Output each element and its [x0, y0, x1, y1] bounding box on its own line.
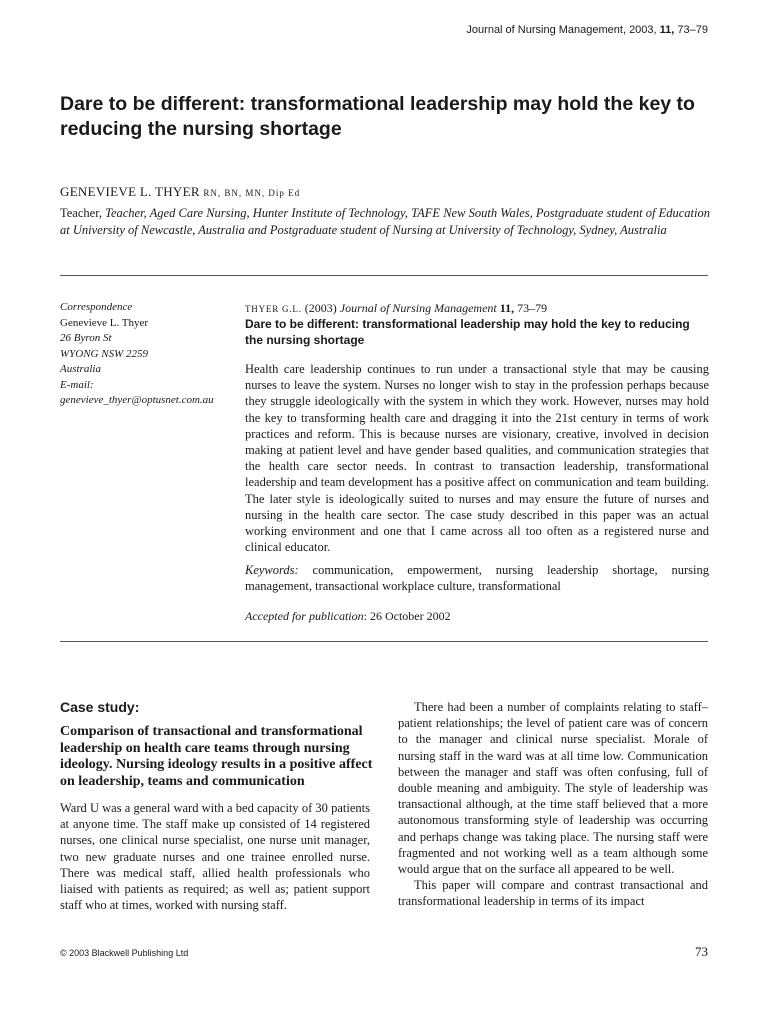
- running-head: [466, 24, 708, 36]
- correspondence-street: 26 Byron St: [60, 332, 112, 344]
- abstract-text: Health care leadership continues to run under a transactional style that may be causing nurses to leave the system. Nurses no longer wish to stay in the profession perhaps because they struggle ideologically with the system in which they work. However, nurses may hold the key to transforming health care and dragging it into the 21st century in terms of work practices and reform. This is because nurses are visionary, creative, involved in decision making at patient level and have gender based qualities, and communication strategies that the health care sector needs. In contrast to transaction leadership, transformational leadership and team development has a positive affect on communication and team building. The later style is ideologically suited to nurses and may ensure the future of nurses and nursing in the health care sector. The case study described in this paper was an actual working environment and one that I came across all too often as a registered nurse and clinical educator.: [245, 362, 709, 555]
- right-column-body: [398, 699, 708, 910]
- citation-authors: THYER G.L.: [245, 304, 302, 314]
- case-study-subheading: Comparison of transactional and transformational leadership on health care teams through nursing ideology. Nursing ideology results in a positive affect on leadership, teams and communication: [60, 724, 373, 789]
- author-line: [60, 184, 300, 200]
- correspondence-block: [60, 300, 240, 409]
- article-title: Dare to be different: transformational leadership may hold the key to reducing the nursing shortage: [60, 93, 695, 140]
- author-affiliation: [60, 205, 710, 238]
- citation-line: [245, 300, 710, 317]
- keywords-text: communication, empowerment, nursing leadership shortage, nursing management, transactional workplace culture, transformational: [245, 563, 709, 594]
- running-head-journal: Journal of Nursing Management, 2003,: [466, 24, 657, 36]
- author-name: GENEVIEVE L. THYER: [60, 184, 200, 199]
- citation-journal: Journal of Nursing Management: [339, 301, 497, 315]
- running-head-pages: 73–79: [677, 24, 708, 36]
- keywords: [245, 562, 709, 594]
- correspondence-city: WYONG NSW 2259: [60, 347, 149, 360]
- citation-title: Dare to be different: transformational leadership may hold the key to reducing the nursing shortage: [245, 317, 690, 347]
- citation-volume: 11,: [499, 301, 515, 315]
- accepted-date: : 26 October 2002: [363, 609, 451, 623]
- case-study-paragraph-2: There had been a number of complaints relating to staff–patient relationships; the level of patient care was of concern to the manager and clinical nurse specialist. Morale of nursing staff in the ward was at all time low. Communication between the manager and staff was often confusing, full of double meaning and ambiguity. The style of leadership was transactional although, at the time staff believed that a more autonomous transforming style of leadership was occurring and perhaps change was taking place. The nursing staff were fragmented and not working well as a team although some would argue that on the surface all appeared to be well.: [398, 700, 708, 877]
- accepted-label: Accepted for publication: [245, 609, 364, 623]
- correspondence-name: Genevieve L. Thyer: [60, 316, 149, 329]
- case-study-heading: Case study:: [60, 699, 140, 715]
- divider-top: [60, 275, 708, 276]
- correspondence-email-label: E-mail:: [60, 378, 94, 391]
- running-head-volume: 11,: [659, 24, 675, 36]
- case-study-paragraph-3: This paper will compare and contrast transactional and transformational leadership in terms of its impact: [398, 878, 708, 909]
- keywords-label: Keywords:: [245, 563, 299, 577]
- citation-year: (2003): [304, 301, 337, 315]
- case-study-paragraph-1: Ward U was a general ward with a bed capacity of 30 patients at anyone time. The staff make up consisted of 14 registered nurses, one clinical nurse specialist, one nurse unit manager, two new graduate nurses and one trainee enrolled nurse. There was medical staff, allied health professionals who liaised with patients as required; as well as; patient support staff who at times, worked with nursing staff.: [60, 801, 370, 913]
- affiliation-text: Teacher, Aged Care Nursing, Hunter Institute of Technology, TAFE New South Wales, Postgraduate student of Education at University of Newcastle, Australia and Postgraduate student of Nursing at University of Technology, Sydney, Australia: [60, 206, 710, 237]
- correspondence-country: Australia: [60, 363, 101, 375]
- accepted-line: [245, 609, 451, 624]
- citation-pages: 73–79: [517, 301, 548, 315]
- page-number: 73: [695, 944, 708, 959]
- correspondence-label: Correspondence: [60, 301, 133, 313]
- affiliation-role: Teacher,: [60, 206, 106, 220]
- correspondence-email[interactable]: genevieve_thyer@optusnet.com.au: [60, 394, 214, 406]
- author-credentials: RN, BN, MN, Dip Ed: [203, 188, 301, 198]
- divider-bottom: [60, 641, 708, 642]
- copyright-notice: © 2003 Blackwell Publishing Ltd: [60, 948, 189, 958]
